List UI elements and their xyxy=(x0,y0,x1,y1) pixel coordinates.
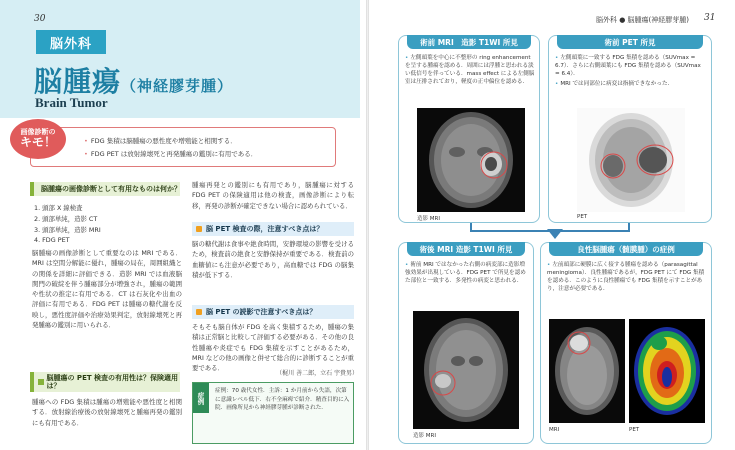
section2-paragraph: 腫瘍への FDG 集積は腫瘍の増殖能や悪性度と相関する．放射線治療後の放射線壊死と腫瘍再発の鑑別にも有用である． xyxy=(32,398,182,427)
panel-bullets xyxy=(405,261,529,287)
question-heading-2 xyxy=(192,305,354,319)
pet-scan-svg xyxy=(577,108,685,212)
panel-preop-pet xyxy=(548,35,712,223)
question-heading-1-text: 脳 PET 検査の際，注意すべき点は？ xyxy=(206,225,324,233)
title-main: 脳腫瘍 xyxy=(34,65,122,98)
question-1-text: 脳の糖代謝は食事や絶食時間，安静環境の影響を受けるため，検査前の絶食と安静保持が重要である．検査前の血糖値にも注意が必要であり，高血糖では FDG の脳集積が低下する． xyxy=(192,240,354,279)
image-label: 造影 MRI xyxy=(417,216,440,222)
department-tag: 脳外科 xyxy=(36,30,106,54)
panel-preop-mri xyxy=(398,35,540,223)
kimo-box xyxy=(30,127,336,167)
section1-paragraph: 脳腫瘍の画像診断として重要なのは MRI である．MRI は空間分解能に優れ，腫瘍の局在，周囲組織との関係を詳細に評価できる．造影 MRI では血液脳関門の破綻を伴う腫瘍部分が増強され，腫瘍の範囲や性状の推定に有用である．CT は石灰化や出血の評価に有用である．FDG PET は腫瘍の糖代謝を反映し，悪性度評価や治療効果判定，放射線壊死と再発腫瘍の鑑別に用いられる． xyxy=(32,249,182,330)
panel-bullets xyxy=(547,261,707,295)
panel-title: 術前 PET 所見 xyxy=(557,35,703,49)
panel-postop-mri xyxy=(398,242,534,444)
section-heading-2 xyxy=(30,372,180,392)
list-item: 3. 頭部単純，造影 MRI xyxy=(34,226,101,234)
kimo-badge-line1: 画像診断の xyxy=(20,127,56,136)
page-number-left: 30 xyxy=(34,14,46,24)
mri-scan-image xyxy=(417,108,525,212)
question-2-text: そもそも脳自体が FDG を高く集積するため，腫瘍の集積は正常脳と比較して評価する必要がある．その他の良性腫瘍や炎症でも FDG 集積を示すことがあるため，MRI などの他の画像と併せて総合的に診断することが重要である． xyxy=(192,323,354,373)
case-box xyxy=(192,382,354,444)
connector-line xyxy=(628,223,630,231)
image-label: PET xyxy=(629,427,640,433)
panel-bullet: • 左側頭葉に一致する FDG 集積を認める（SUVmax = 6.7）．さらに右側頭葉にも FDG 集積を認める（SUVmax = 6.4）． xyxy=(555,54,707,78)
panel-bullet: • 術前 MRI ではなかった右側の病変部に造影増強効果が出現している．FDG PET で所見を認めた部位と一致する．多発性の病変と思われる． xyxy=(405,261,529,285)
kimo-point-2: • FDG PET は放射線壊死と再発腫瘍の鑑別に有用である． xyxy=(84,149,257,158)
square-bullet-icon xyxy=(38,379,44,385)
panel-bullet: • 左側頭葉を中心に不整形の ring enhancement を呈する腫瘍を認める．周囲には浮腫と思われる淡い低信号を伴っている．mass effect による左側脳室は圧排されており，軽度の正中偏位を認める． xyxy=(405,54,535,86)
mri-scan-svg xyxy=(413,311,519,429)
question-heading-2-text: 脳 PET の読影で注意すべき点は？ xyxy=(206,308,317,316)
author-credit: （梶川 善二郎，立石 宇貴男） xyxy=(276,370,358,377)
question-heading-1 xyxy=(192,222,354,236)
mri-scan-image xyxy=(549,319,625,423)
list-item: 1. 頭部 X 線検査 xyxy=(34,204,83,212)
section-heading-2-text: 脳腫瘍の PET 検査の有用性は？保険適用は？ xyxy=(46,374,179,390)
panel-title: 術後 MRI 造影 T1WI 所見 xyxy=(407,242,525,256)
title-english: Brain Tumor xyxy=(35,95,108,110)
list-item: 4. FDG PET xyxy=(34,236,70,244)
mri-scan-image xyxy=(413,311,519,429)
panel-bullet: • MRI では同部位に病変は指摘できなかった． xyxy=(555,80,707,88)
kimo-badge xyxy=(10,119,66,159)
pet-color-scan-svg xyxy=(629,319,705,423)
image-label: PET xyxy=(577,214,588,220)
panel-title: 良性脳腫瘍（髄膜腫）の症例 xyxy=(549,242,703,256)
running-head: 脳外科 ● 脳腫瘍(神経膠芽腫) xyxy=(596,16,690,24)
pet-color-scan-image xyxy=(629,319,705,423)
case-text: 症例：70 歳代女性．主訴：1 か月前から失語，次第に意識レベル低下．右不全麻痺で紹介．精査目的に入院．画像所見から神経膠芽腫が診断された． xyxy=(215,388,350,412)
case-tag: 症例 xyxy=(193,383,209,413)
page-title xyxy=(34,60,233,100)
panel-title: 術前 MRI 造影 T1WI 所見 xyxy=(407,35,531,49)
title-paren: （神経膠芽腫） xyxy=(121,77,234,95)
page-number-right: 31 xyxy=(704,13,716,23)
panel-bullets xyxy=(555,54,707,90)
section-heading-1 xyxy=(30,182,180,196)
section-heading-1-text: 脳腫瘍の画像診断として有用なものは何か？ xyxy=(41,185,181,193)
image-label: 造影 MRI xyxy=(413,433,436,439)
image-label: MRI xyxy=(549,427,560,433)
kimo-badge-line2: キモ！ xyxy=(19,135,56,150)
mri-scan-svg xyxy=(417,108,525,212)
column2-intro: 腫瘍再発との鑑別にも有用であり，脳腫瘍に対する FDG PET の保険適用は他の検査，画像診断により転移，再発の診断が確定できない場合に認められている． xyxy=(192,181,354,210)
mri-scan-svg xyxy=(549,319,625,423)
square-bullet-icon xyxy=(196,226,202,232)
list-item: 2. 頭部単純，造影 CT xyxy=(34,215,98,223)
square-bullet-icon xyxy=(196,309,202,315)
arrow-down-icon xyxy=(547,229,563,239)
kimo-point-1: • FDG 集積は脳腫瘍の悪性度や増殖能と相関する． xyxy=(84,136,237,145)
panel-bullet: • 左前頭部に硬膜に広く接する腫瘍を認める（parasagittal meningioma）．良性腫瘍であるが，FDG PET にて FDG 集積を認める．このように良性腫瘍でも FDG 集積を示すことがあり，注意が必要である． xyxy=(547,261,707,293)
panel-benign-tumor xyxy=(540,242,712,444)
panel-bullets xyxy=(405,54,535,88)
pet-scan-image xyxy=(577,108,685,212)
